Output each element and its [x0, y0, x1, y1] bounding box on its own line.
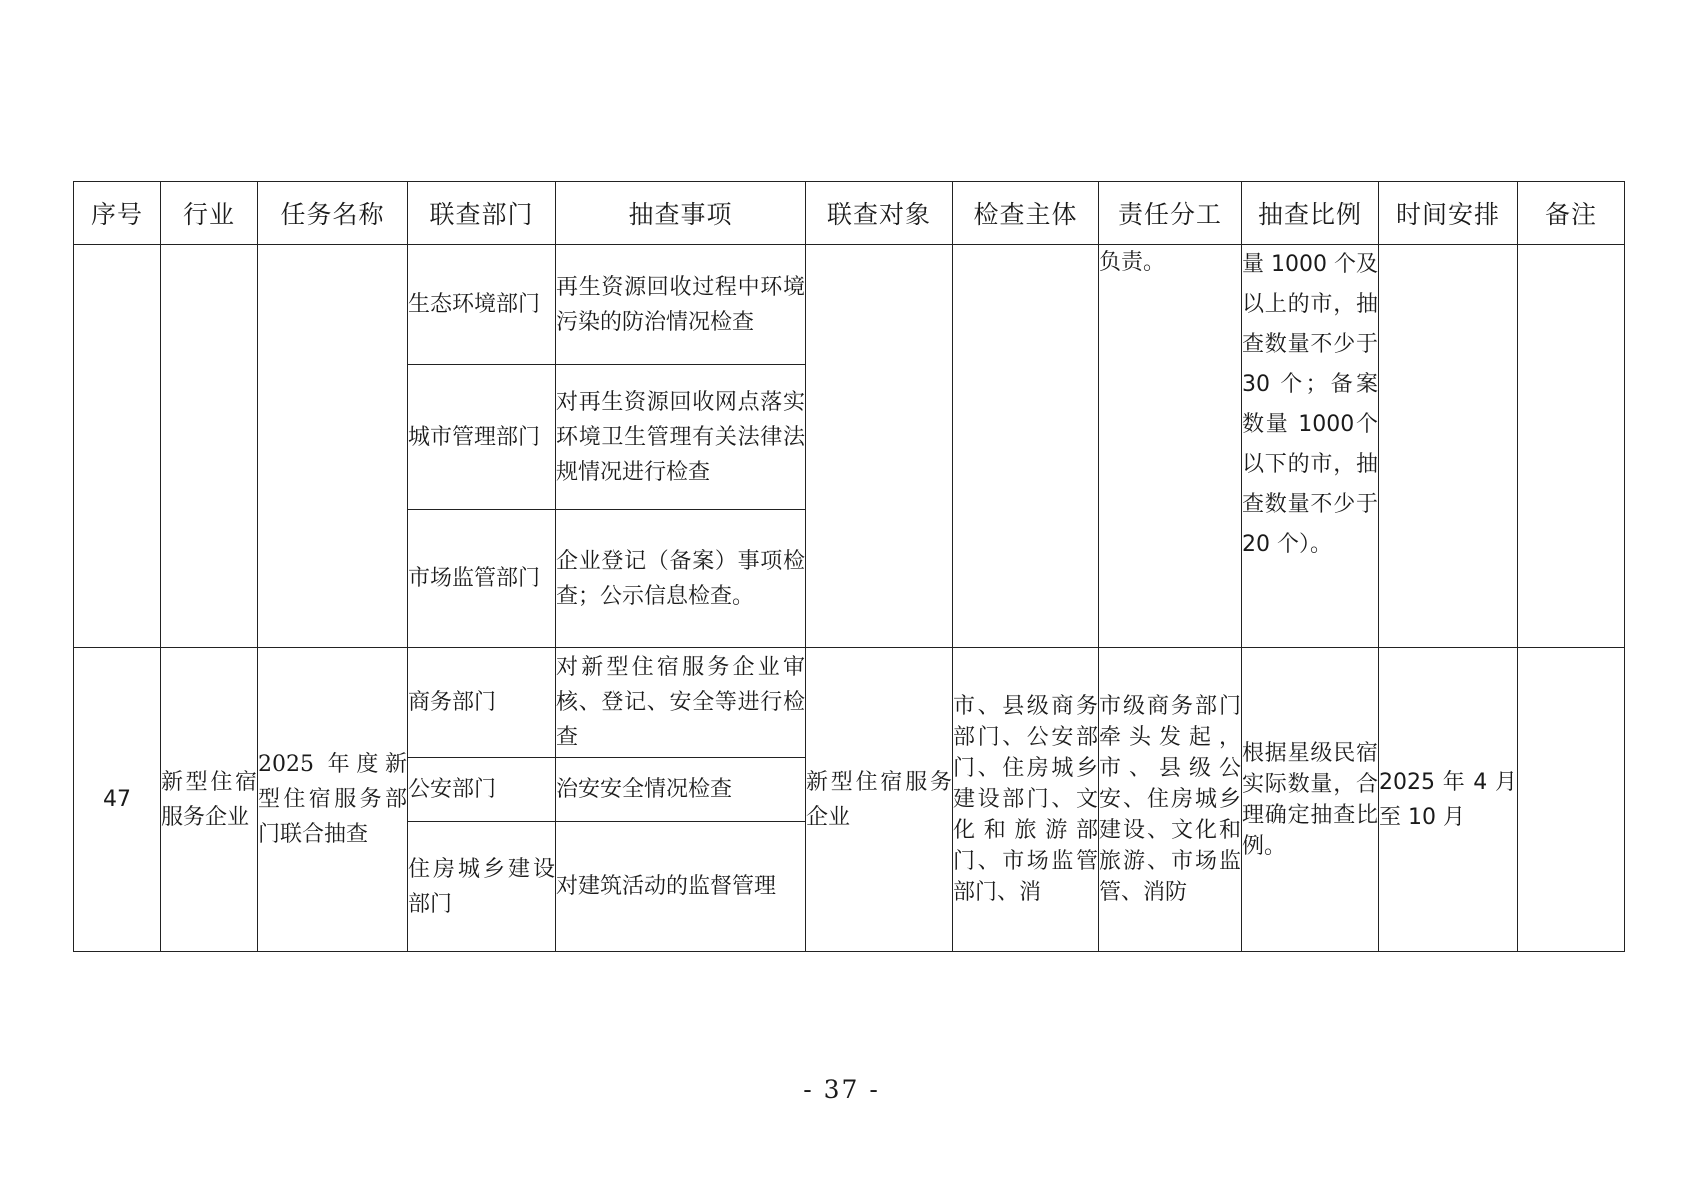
inspection-item-cell: 对再生资源回收网点落实环境卫生管理有关法律法规情况进行检查: [556, 365, 806, 510]
header-joint-target: 联查对象: [806, 182, 953, 245]
remark-cell: [1518, 648, 1625, 952]
inspection-item-cell: 对新型住宿服务企业审核、登记、安全等进行检查: [556, 648, 806, 758]
continued-seq-cell: [74, 245, 161, 648]
industry-cell: 新型住宿服务企业: [161, 648, 258, 952]
continued-target-cell: [806, 245, 953, 648]
department-cell: 城市管理部门: [408, 365, 556, 510]
seq-cell: 47: [74, 648, 161, 952]
department-cell: 生态环境部门: [408, 245, 556, 365]
header-joint-department: 联查部门: [408, 182, 556, 245]
responsibility-cell: 市级商务部门牵头发起，市、县级公安、住房城乡建设、文化和旅游、市场监管、消防: [1099, 648, 1242, 952]
task-name-cell: 2025 年度新型住宿服务部门联合抽查: [258, 648, 408, 952]
schedule-cell: 2025 年 4 月至 10 月: [1379, 648, 1518, 952]
inspection-item-cell: 再生资源回收过程中环境污染的防治情况检查: [556, 245, 806, 365]
header-seq: 序号: [74, 182, 161, 245]
inspection-item-cell: 对建筑活动的监督管理: [556, 822, 806, 952]
continued-ratio-cell: 量 1000 个及以上的市，抽查数量不少于30 个；备案数量 1000个以下的市，抽查数量不少于20 个）。: [1242, 245, 1379, 648]
joint-target-cell: 新型住宿服务企业: [806, 648, 953, 952]
header-inspection-item: 抽查事项: [556, 182, 806, 245]
inspection-task-table: [73, 181, 1625, 952]
inspection-item-cell: 治安安全情况检查: [556, 758, 806, 822]
continued-task-cell: [258, 245, 408, 648]
header-inspection-subject: 检查主体: [953, 182, 1099, 245]
continued-remark-cell: [1518, 245, 1625, 648]
sampling-ratio-cell: 根据星级民宿实际数量，合理确定抽查比例。: [1242, 648, 1379, 952]
header-sampling-ratio: 抽查比例: [1242, 182, 1379, 245]
department-cell: 公安部门: [408, 758, 556, 822]
inspection-subject-cell: 市、县级商务部门、公安部门、住房城乡建设部门、文化和旅游部门、市场监管部门、消: [953, 648, 1099, 952]
department-cell: 市场监管部门: [408, 510, 556, 648]
header-responsibility: 责任分工: [1099, 182, 1242, 245]
header-industry: 行业: [161, 182, 258, 245]
continued-time-cell: [1379, 245, 1518, 648]
department-cell: 住房城乡建设部门: [408, 822, 556, 952]
table-header-row: [74, 182, 1625, 245]
table-row: [74, 648, 1625, 758]
inspection-item-cell: 企业登记（备案）事项检查；公示信息检查。: [556, 510, 806, 648]
continued-subject-cell: [953, 245, 1099, 648]
header-schedule: 时间安排: [1379, 182, 1518, 245]
page-number: - 37 -: [803, 1075, 880, 1104]
continued-industry-cell: [161, 245, 258, 648]
department-cell: 商务部门: [408, 648, 556, 758]
continued-responsibility-cell: 负责。: [1099, 245, 1242, 648]
header-task-name: 任务名称: [258, 182, 408, 245]
table-row: [74, 245, 1625, 365]
header-remark: 备注: [1518, 182, 1625, 245]
